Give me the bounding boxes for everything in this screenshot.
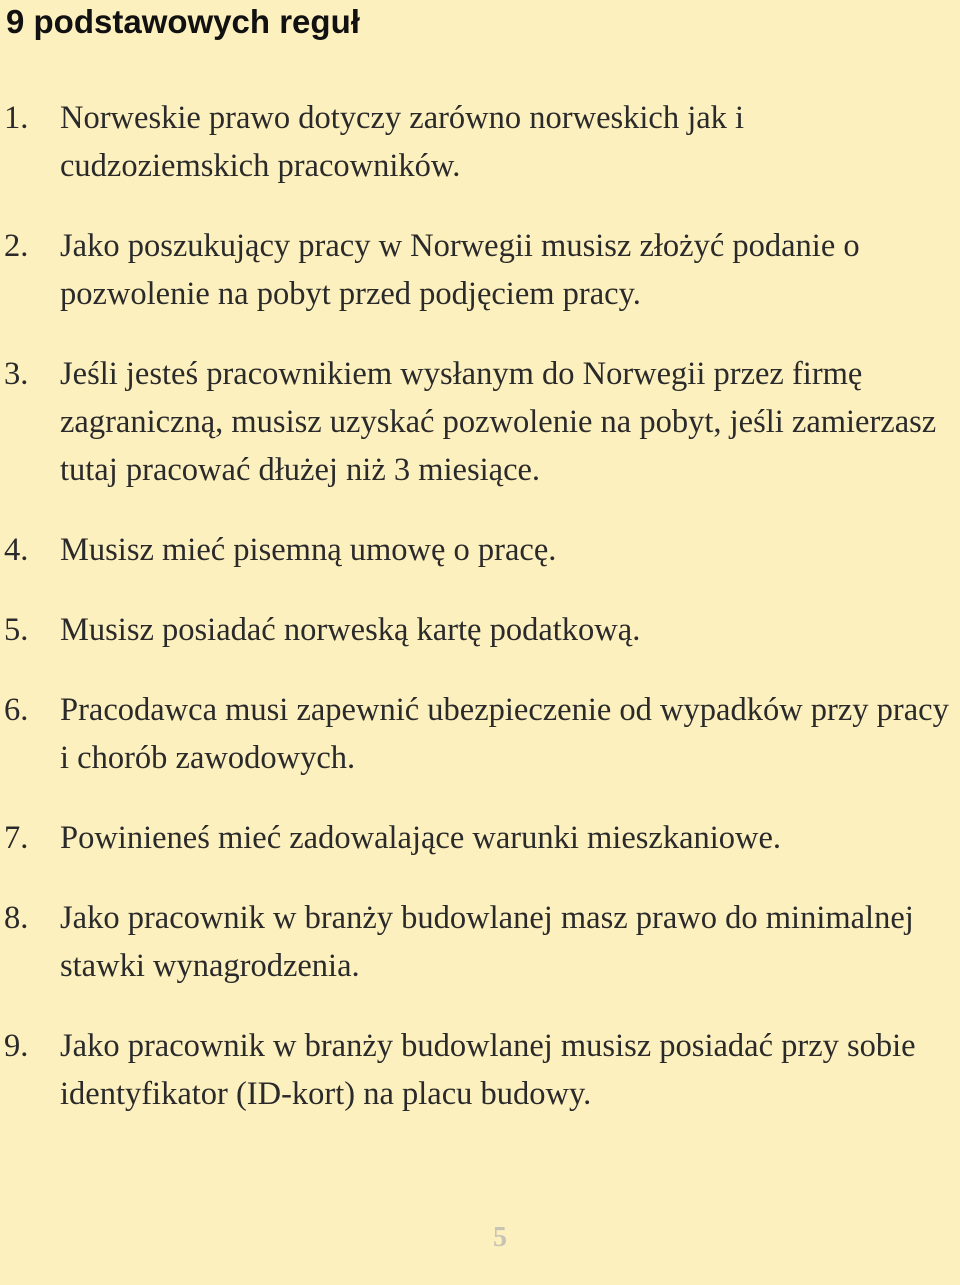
rule-number: 5. [4,612,29,648]
rule-number: 2. [4,228,29,264]
rule-item-7 [0,814,960,862]
rule-text: Jeśli jesteś pracownikiem wysłanym do Norwegii przez firmę zagraniczną, musisz uzyskać pozwolenie na pobyt, jeśli zamierzasz tutaj pracować dłużej niż 3 miesiące. [60,356,937,488]
rule-text: Jako pracownik w branży budowlanej masz prawo do minimalnej stawki wynagrodzenia. [60,900,914,984]
rule-item-4 [0,526,960,574]
rule-number: 3. [4,356,29,392]
rule-text: Jako pracownik w branży budowlanej musisz posiadać przy sobie identyfikator (ID-kort) na placu budowy. [60,1028,916,1112]
rule-item-3 [0,350,960,494]
rule-text: Pracodawca musi zapewnić ubezpieczenie od wypadków przy pracy i chorób zawodowych. [60,692,949,776]
page-title: 9 podstawowych reguł [6,3,360,40]
rule-number: 1. [4,100,29,136]
rule-text: Jako poszukujący pracy w Norwegii musisz złożyć podanie o pozwolenie na pobyt przed podjęciem pracy. [60,228,860,312]
rule-text: Powinieneś mieć zadowalające warunki mieszkaniowe. [60,820,782,856]
rule-text: Musisz posiadać norweską kartę podatkową. [60,612,641,648]
rule-item-9 [0,1022,960,1118]
rule-text: Norweskie prawo dotyczy zarówno norweskich jak i cudzoziemskich pracowników. [60,100,745,184]
rule-number: 4. [4,532,29,568]
rule-item-2 [0,222,960,318]
rule-item-6 [0,686,960,782]
rule-text: Musisz mieć pisemną umowę o pracę. [60,532,557,568]
page-number: 5 [493,1222,507,1253]
rule-number: 8. [4,900,29,936]
rule-item-8 [0,894,960,990]
rule-item-5 [0,606,960,654]
rule-item-1 [0,94,960,190]
rule-number: 7. [4,820,29,856]
rules-list [0,94,960,1150]
rule-number: 6. [4,692,29,728]
rule-number: 9. [4,1028,29,1064]
